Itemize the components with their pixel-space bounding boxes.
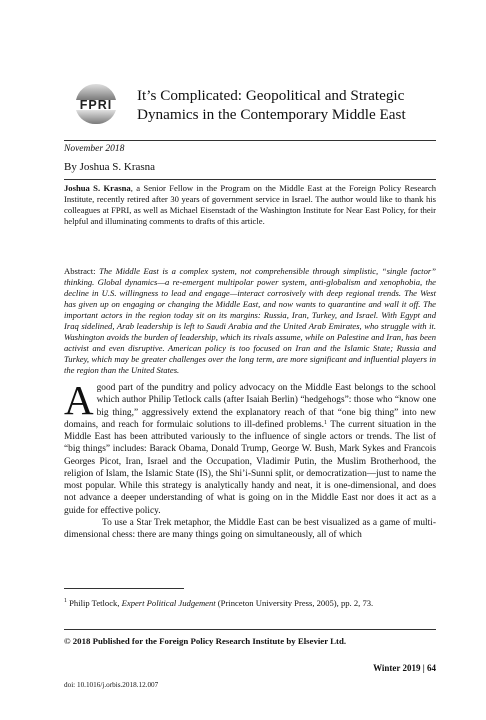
footnote-author: Philip Tetlock, xyxy=(67,598,122,608)
author-bio xyxy=(64,183,436,227)
footnote-number: 1 xyxy=(64,598,67,604)
para1-part-b: The current situation in the Middle East has been attributed variously to the influence of single actors or trends. The list of “big things” includes: Barack Obama, Donald Trump, George W. Bush, Mark Sykes and Francois Georges Picot, Iran, Israel and the Occupation, Vladimir Putin, the Muslim Brotherhood, the religion of Islam, the Islamic State (IS), the Shi’i-Sunni split, or democratization—just to name the most popular. While this strategy is analytically handy and neat, it is one-dimensional, and does not advance a deeper understanding of what is going on in the Middle East nor does it act as a guide for effective policy. xyxy=(64,419,436,516)
fpri-logo xyxy=(64,82,128,126)
footnote-rest: (Princeton University Press, 2005), pp. 2, 73. xyxy=(215,598,374,608)
issue-page: Winter 2019 | 64 xyxy=(373,663,436,673)
abstract-text: The Middle East is a complex system, not comprehensible through simplistic, “single factor” thinking. Global dynamics—a re-emergent multipolar power system, anti-globalism and xenophobia, the decline in U.S. willingness to lead and engage—interact corrosively with deep regional trends. The West has given up on engaging or changing the Middle East, and now wants to quarantine and wall it off. The important actors in the region today sit on its margins: Russia, Iran, Turkey, and Israel. With Egypt and Iraq sidelined, Arab leadership is left to Saudi Arabia and the United Arab Emirates, who struggle with it. Washington avoids the burden of leadership, which its rivals assume, while on Palestine and Iran, has been activist and even disruptive. American policy is too focused on Iran and the Islamic State; Russia and Turkey, which may be greater challenges over the long term, are more significant and influential players in the region than the United States. xyxy=(64,266,436,375)
abstract-label: Abstract: xyxy=(64,266,100,276)
body-paragraph-2: To use a Star Trek metaphor, the Middle East can be best visualized as a game of multi-dimensional chess: there are many things going on simultaneously, all of which xyxy=(64,517,436,540)
para1-part-a: good part of the punditry and policy advocacy on the Middle East belongs to the school which author Philip Tetlock calls (after Isaiah Berlin) “hedgehogs”: those who “know one big thing,” aggressively extend the explanatory reach of that “one big thing” into new domains, and reach for formulaic solutions to ill-defined problems. xyxy=(64,383,436,430)
copyright: © 2018 Published for the Foreign Policy Research Institute by Elsevier Ltd. xyxy=(64,636,347,646)
footnote-ref[interactable]: 1 xyxy=(323,419,327,426)
author-byline: By Joshua S. Krasna xyxy=(64,161,156,173)
doi-link[interactable]: doi: 10.1016/j.orbis.2018.12.007 xyxy=(64,681,159,689)
footnote-book: Expert Political Judgement xyxy=(121,598,216,608)
drop-cap: A xyxy=(64,377,94,423)
footer-rule xyxy=(64,629,436,630)
byline-rule xyxy=(64,179,436,180)
header-rule xyxy=(64,140,436,141)
footnote xyxy=(64,598,373,608)
article-body xyxy=(64,377,436,541)
body-paragraph-1 xyxy=(64,377,436,517)
svg-text:FPRI: FPRI xyxy=(79,98,113,112)
abstract xyxy=(64,266,436,376)
bio-name: Joshua S. Krasna xyxy=(64,183,131,193)
fpri-logo-icon xyxy=(64,82,128,126)
footnote-rule xyxy=(64,588,184,589)
bio-text: , a Senior Fellow in the Program on the Middle East at the Foreign Policy Research Institute, recently retired after 30 years of government service in Israel. The author would like to thank his colleagues at FPRI, as well as Michael Eisenstadt of the Washington Institute for Near East Policy, for their helpful and illuminating comments to drafts of this article. xyxy=(64,183,436,226)
article-title: It’s Complicated: Geopolitical and Strategic Dynamics in the Contemporary Middle East xyxy=(137,87,406,123)
publication-date: November 2018 xyxy=(64,144,125,154)
